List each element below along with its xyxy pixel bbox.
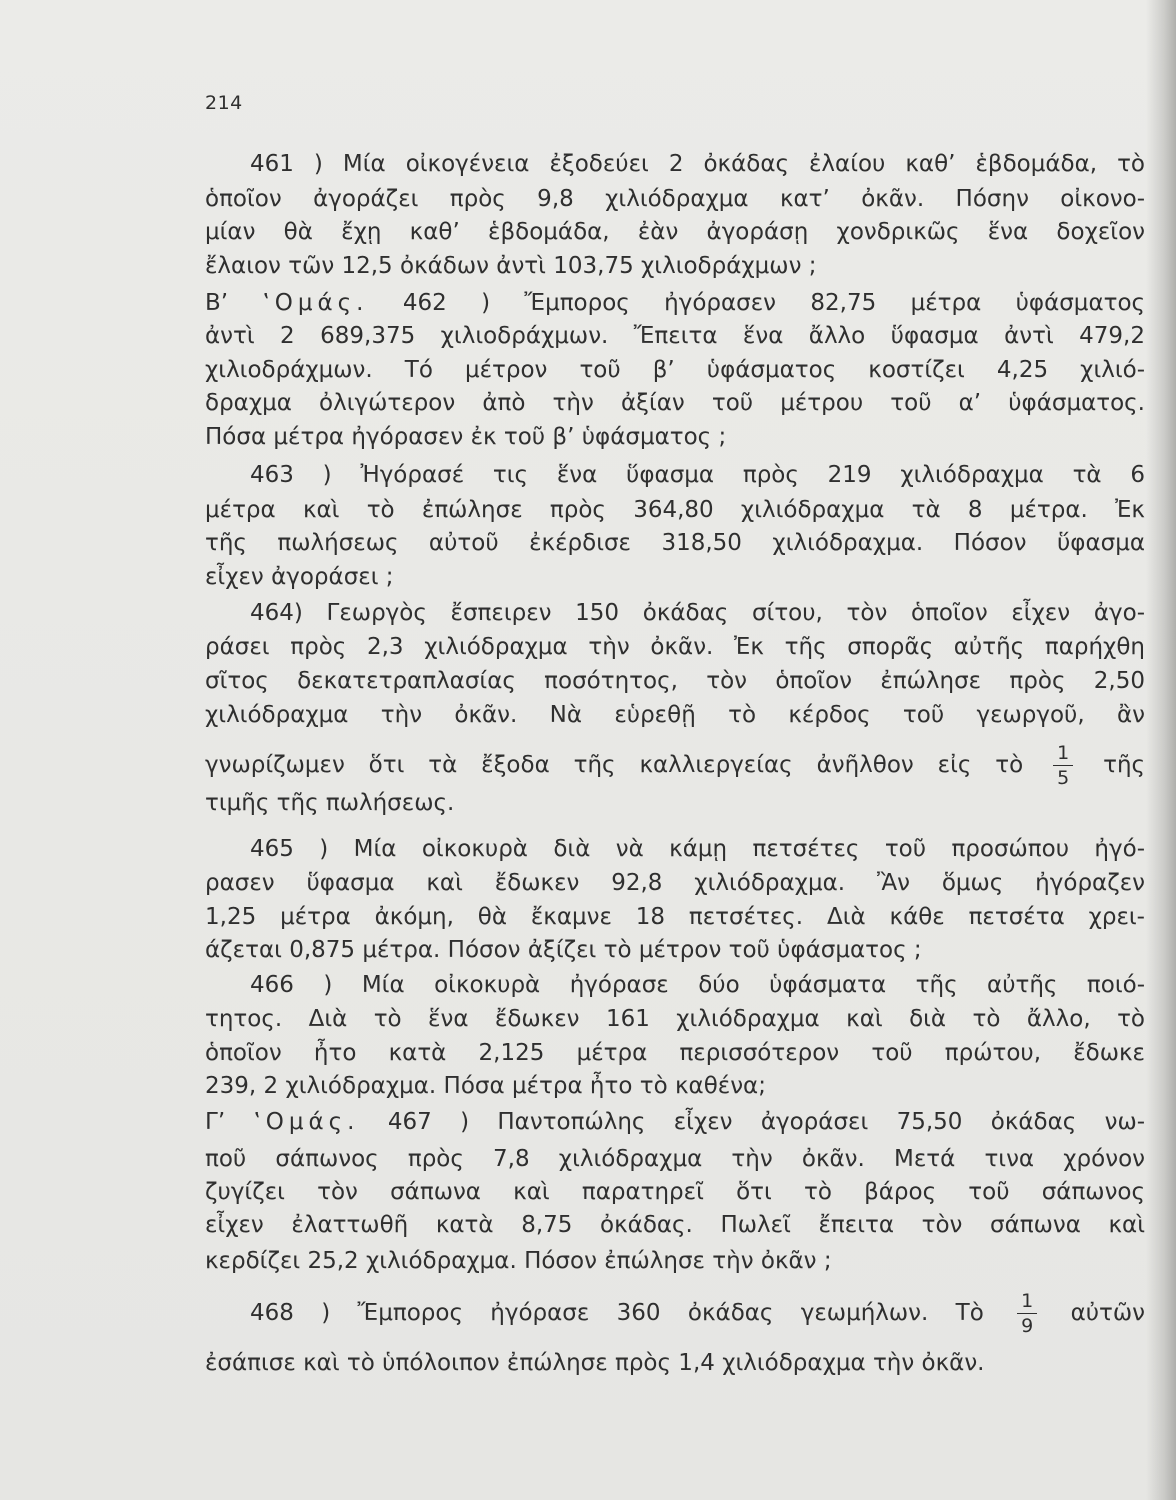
- line-text: γνωρίζωμεν ὅτι τὰ ἔξοδα τῆς καλλιεργείας ἀνῆλθον εἰς τὸ: [205, 752, 1024, 778]
- text-line: κερδίζει 25,2 χιλιόδραχμα. Πόσον ἐπώλησε τὴν ὀκᾶν ;: [205, 1248, 832, 1274]
- section-group-heading: ‛Ομάς.: [253, 1109, 360, 1135]
- text-line: εἶχεν ἐλαττωθῆ κατὰ 8,75 ὀκάδας. Πωλεῖ ἔπειτα τὸν σάπωνα καὶ: [205, 1212, 1145, 1238]
- page-number: 214: [205, 92, 243, 114]
- line-text: αὐτῶν: [1070, 1300, 1145, 1326]
- fraction-numerator: 1: [1017, 1290, 1037, 1314]
- text-line: ρασεν ὕφασμα καὶ ἔδωκεν 92,8 χιλιόδραχμα. Ἂν ὅμως ἠγόραζεν: [205, 870, 1145, 896]
- text-line: μέτρα καὶ τὸ ἐπώλησε πρὸς 364,80 χιλιόδραχμα τὰ 8 μέτρα. Ἐκ: [205, 497, 1145, 523]
- section-label: Β’: [205, 290, 229, 316]
- text-line: χιλιοδράχμων. Τό μέτρον τοῦ β’ ὑφάσματος κοστίζει 4,25 χιλιό-: [205, 357, 1145, 383]
- text-line: [250, 1283, 1145, 1343]
- text-line: [205, 286, 1145, 320]
- text-line: 1,25 μέτρα ἀκόμη, θὰ ἔκαμνε 18 πετσέτες. Διὰ κάθε πετσέτα χρει-: [205, 904, 1145, 930]
- text-line: τῆς πωλήσεως αὐτοῦ ἐκέρδισε 318,50 χιλιόδραχμα. Πόσον ὕφασμα: [205, 530, 1145, 556]
- text-line: τιμῆς τῆς πωλήσεως.: [205, 790, 455, 816]
- line-text: 467 ) Παντοπώλης εἶχεν ἀγοράσει 75,50 ὀκάδας νω-: [387, 1109, 1146, 1135]
- fraction-numerator: 1: [1053, 742, 1073, 766]
- text-line: ἔλαιον τῶν 12,5 ὀκάδων ἀντὶ 103,75 χιλιοδράχμων ;: [205, 253, 817, 279]
- text-line: σῖτος δεκατετραπλασίας ποσότητος, τὸν ὁποῖον ἐπώλησε πρὸς 2,50: [205, 668, 1145, 694]
- text-line: ποῦ σάπωνος πρὸς 7,8 χιλιόδραχμα τὴν ὀκᾶν. Μετά τινα χρόνον: [205, 1146, 1145, 1172]
- text-line: χιλιόδραχμα τὴν ὀκᾶν. Νὰ εὑρεθῇ τὸ κέρδος τοῦ γεωργοῦ, ἂν: [205, 702, 1145, 728]
- text-line: 463 ) Ἠγόρασέ τις ἕνα ὕφασμα πρὸς 219 χιλιόδραχμα τὰ 6: [250, 462, 1145, 488]
- line-text: 468 ) Ἔμπορος ἠγόρασε 360 ὀκάδας γεωμήλων. Τὸ: [250, 1300, 984, 1326]
- fraction: [1053, 742, 1073, 789]
- fraction-denominator: 5: [1057, 767, 1070, 789]
- text-line: 465 ) Μία οἰκοκυρὰ διὰ νὰ κάμῃ πετσέτες τοῦ προσώπου ἠγό-: [250, 836, 1145, 862]
- text-line: ὁποῖον ἦτο κατὰ 2,125 μέτρα περισσότερον τοῦ πρώτου, ἔδωκε: [205, 1040, 1145, 1066]
- text-line: 466 ) Μία οἰκοκυρὰ ἠγόρασε δύο ὑφάσματα τῆς αὐτῆς ποιό-: [250, 972, 1145, 998]
- text-line: 461 ) Μία οἰκογένεια ἐξοδεύει 2 ὀκάδας ἐλαίου καθ’ ἑβδομάδα, τὸ: [250, 151, 1145, 177]
- text-line: ράσει πρὸς 2,3 χιλιόδραχμα τὴν ὀκᾶν. Ἐκ τῆς σπορᾶς αὐτῆς παρήχθη: [205, 634, 1145, 660]
- text-line: ἀντὶ 2 689,375 χιλιοδράχμων. Ἔπειτα ἕνα ἄλλο ὕφασμα ἀντὶ 479,2: [205, 323, 1145, 349]
- text-line: μίαν θὰ ἔχῃ καθ’ ἑβδομάδα, ἐὰν ἀγοράσῃ χονδρικῶς ἕνα δοχεῖον: [205, 219, 1145, 245]
- fraction-denominator: 9: [1021, 1315, 1034, 1337]
- text-line: Πόσα μέτρα ἠγόρασεν ἐκ τοῦ β’ ὑφάσματος ;: [205, 424, 727, 450]
- text-line: 464) Γεωργὸς ἔσπειρεν 150 ὀκάδας σίτου, τὸν ὁποῖον εἶχεν ἀγο-: [250, 600, 1145, 626]
- section-group-heading: ‛Ομάς.: [262, 290, 369, 316]
- fraction: [1017, 1290, 1037, 1337]
- text-line: 239, 2 χιλιόδραχμα. Πόσα μέτρα ἦτο τὸ καθένα;: [205, 1073, 766, 1099]
- text-line: ἐσάπισε καὶ τὸ ὑπόλοιπον ἐπώλησε πρὸς 1,4 χιλιόδραχμα τὴν ὀκᾶν.: [205, 1350, 985, 1376]
- text-line: εἶχεν ἀγοράσει ;: [205, 564, 394, 590]
- line-text: τῆς: [1103, 752, 1146, 778]
- text-line: ὁποῖον ἀγοράζει πρὸς 9,8 χιλιόδραχμα κατ’ ὀκᾶν. Πόσην οἰκονο-: [205, 186, 1145, 212]
- text-line: δραχμα ὀλιγώτερον ἀπὸ τὴν ἀξίαν τοῦ μέτρου τοῦ α’ ὑφάσματος.: [205, 390, 1145, 416]
- text-line: τητος. Διὰ τὸ ἕνα ἔδωκεν 161 χιλιόδραχμα καὶ διὰ τὸ ἄλλο, τὸ: [205, 1006, 1145, 1032]
- text-line: άζεται 0,875 μέτρα. Πόσον ἀξίζει τὸ μέτρον τοῦ ὑφάσματος ;: [205, 937, 922, 963]
- text-line: ζυγίζει τὸν σάπωνα καὶ παρατηρεῖ ὅτι τὸ βάρος τοῦ σάπωνος: [205, 1179, 1145, 1205]
- page-edge-shadow: [1146, 0, 1176, 1500]
- line-text: 462 ) Ἔμπορος ἠγόρασεν 82,75 μέτρα ὑφάσματος: [402, 290, 1146, 316]
- section-label: Γ’: [205, 1109, 226, 1135]
- text-line: [205, 1105, 1145, 1139]
